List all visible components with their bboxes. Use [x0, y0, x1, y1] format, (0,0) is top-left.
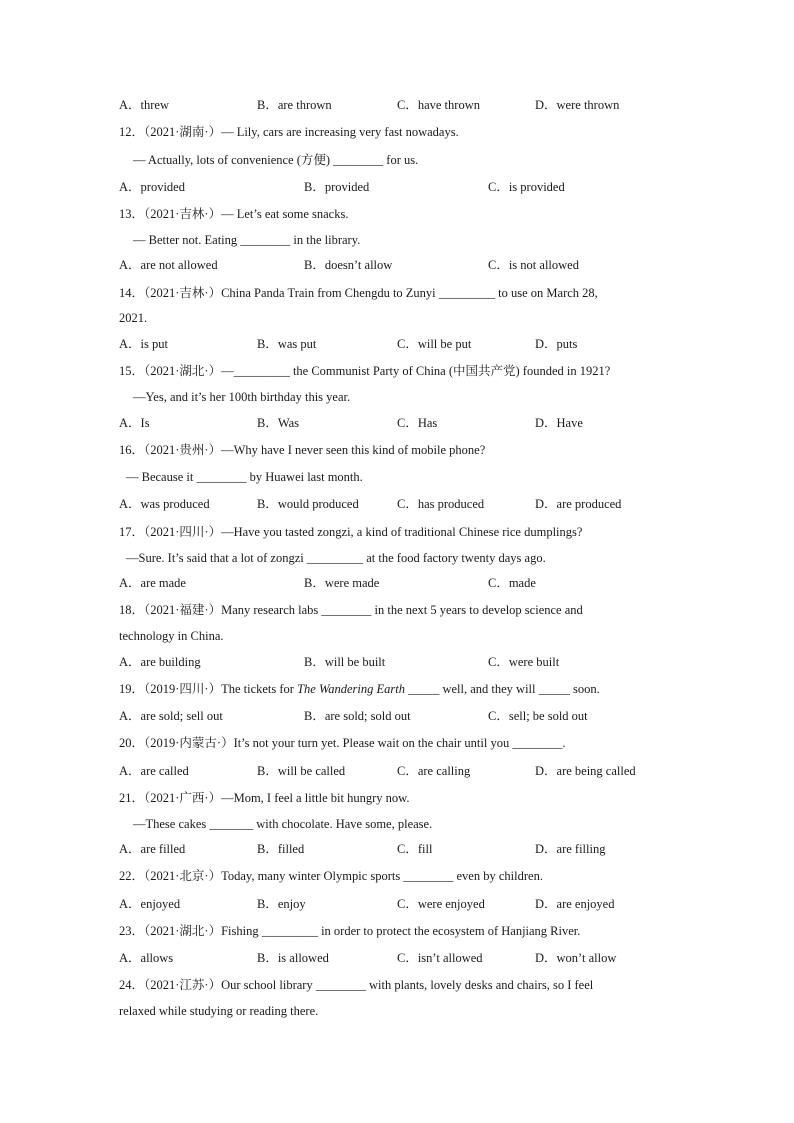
q23-options — [0, 950, 794, 966]
q12-options — [0, 179, 794, 195]
q16-stem: 16．（2021·贵州·）—Why have I never seen this kind of mobile phone? — [119, 443, 486, 457]
q16-options — [0, 496, 794, 512]
q11-option-c: C．have thrown — [397, 98, 480, 112]
q16-option-a: A．was produced — [119, 497, 210, 511]
q15-line2: —Yes, and it’s her 100th birthday this year. — [133, 390, 351, 404]
q15-option-c: C．Has — [397, 416, 438, 430]
q21-stem: 21．（2021·广西·）—Mom, I feel a little bit hungry now. — [119, 791, 410, 805]
q19-options — [0, 708, 794, 724]
q17-line2: —Sure. It’s said that a lot of zongzi _________ at the food factory twenty days ago. — [126, 551, 546, 565]
q13-option-a: A．are not allowed — [119, 258, 218, 272]
q14-line2: 2021. — [119, 311, 148, 325]
q21-line2: —These cakes _______ with chocolate. Have some, please. — [133, 817, 433, 831]
q12-option-a: A．provided — [119, 180, 185, 194]
q22-option-a: A．enjoyed — [119, 897, 181, 911]
q13-option-c: C．is not allowed — [488, 258, 579, 272]
q14-option-a: A．is put — [119, 337, 168, 351]
q19-stem-pre: 19．（2019·四川·）The tickets for — [119, 682, 298, 696]
q11-option-d: D．were thrown — [535, 98, 620, 112]
q22-option-d: D．are enjoyed — [535, 897, 615, 911]
q12-option-c: C．is provided — [488, 180, 565, 194]
q20-option-b: B．will be called — [257, 764, 346, 778]
q15-option-b: B．Was — [257, 416, 300, 430]
q16-option-c: C．has produced — [397, 497, 485, 511]
q11-option-a: A．threw — [119, 98, 169, 112]
q23-option-a: A．allows — [119, 951, 174, 965]
q12-option-b: B．provided — [304, 180, 370, 194]
q17-option-b: B．were made — [304, 576, 380, 590]
q21-option-d: D．are filling — [535, 842, 606, 856]
q23-stem: 23．（2021·湖北·）Fishing _________ in order to protect the ecosystem of Hanjiang River. — [119, 924, 581, 938]
q14-options — [0, 336, 794, 352]
q18-options — [0, 654, 794, 670]
q22-stem: 22．（2021·北京·）Today, many winter Olympic sports ________ even by children. — [119, 869, 543, 883]
q20-option-d: D．are being called — [535, 764, 636, 778]
q21-option-b: B．filled — [257, 842, 305, 856]
q13-stem: 13．（2021·吉林·）— Let’s eat some snacks. — [119, 207, 349, 221]
q21-options — [0, 841, 794, 857]
q22-option-b: B．enjoy — [257, 897, 306, 911]
q18-stem: 18．（2021·福建·）Many research labs ________ in the next 5 years to develop science and — [119, 603, 583, 617]
q19-stem-post: _____ well, and they will _____ soon. — [404, 682, 600, 696]
q16-line2: — Because it ________ by Huawei last month. — [126, 470, 363, 484]
q11-options — [0, 97, 794, 113]
q19-stem — [119, 681, 600, 697]
q17-option-a: A．are made — [119, 576, 186, 590]
q14-stem: 14．（2021·吉林·）China Panda Train from Chengdu to Zunyi _________ to use on March 28, — [119, 286, 598, 300]
q18-option-a: A．are building — [119, 655, 201, 669]
q15-options — [0, 415, 794, 431]
q19-option-c: C．sell; be sold out — [488, 709, 588, 723]
q19-stem-title: The Wandering Earth — [297, 682, 405, 696]
q20-option-c: C．are calling — [397, 764, 471, 778]
q23-option-d: D．won’t allow — [535, 951, 617, 965]
q24-line2: relaxed while studying or reading there. — [119, 1004, 319, 1018]
q14-option-b: B．was put — [257, 337, 317, 351]
q19-option-a: A．are sold; sell out — [119, 709, 223, 723]
q14-option-d: D．puts — [535, 337, 578, 351]
q22-options — [0, 896, 794, 912]
q14-option-c: C．will be put — [397, 337, 472, 351]
q17-stem: 17．（2021·四川·）—Have you tasted zongzi, a kind of traditional Chinese rice dumplings? — [119, 525, 583, 539]
q21-option-a: A．are filled — [119, 842, 186, 856]
q13-line2: — Better not. Eating ________ in the library. — [133, 233, 361, 247]
q15-stem: 15．（2021·湖北·）—_________ the Communist Party of China (中国共产党) founded in 1921? — [119, 364, 611, 378]
q19-option-b: B．are sold; sold out — [304, 709, 411, 723]
q12-line2: — Actually, lots of convenience (方便) ________ for us. — [133, 153, 419, 167]
q13-options — [0, 257, 794, 273]
q16-option-b: B．would produced — [257, 497, 359, 511]
q16-option-d: D．are produced — [535, 497, 622, 511]
q18-option-c: C．were built — [488, 655, 560, 669]
q22-option-c: C．were enjoyed — [397, 897, 485, 911]
q20-stem: 20．（2019·内蒙古·）It’s not your turn yet. Please wait on the chair until you ________. — [119, 736, 566, 750]
q24-stem: 24．（2021·江苏·）Our school library ________ with plants, lovely desks and chairs, so I feel — [119, 978, 594, 992]
q20-option-a: A．are called — [119, 764, 189, 778]
q17-option-c: C．made — [488, 576, 536, 590]
q13-option-b: B．doesn’t allow — [304, 258, 393, 272]
q17-options — [0, 575, 794, 591]
q15-option-d: D．Have — [535, 416, 583, 430]
q23-option-b: B．is allowed — [257, 951, 329, 965]
q11-option-b: B．are thrown — [257, 98, 332, 112]
q15-option-a: A．Is — [119, 416, 150, 430]
q18-option-b: B．will be built — [304, 655, 386, 669]
q18-line2: technology in China. — [119, 629, 224, 643]
q23-option-c: C．isn’t allowed — [397, 951, 483, 965]
q12-stem: 12．（2021·湖南·）— Lily, cars are increasing very fast nowadays. — [119, 125, 459, 139]
q20-options — [0, 763, 794, 779]
q21-option-c: C．fill — [397, 842, 433, 856]
